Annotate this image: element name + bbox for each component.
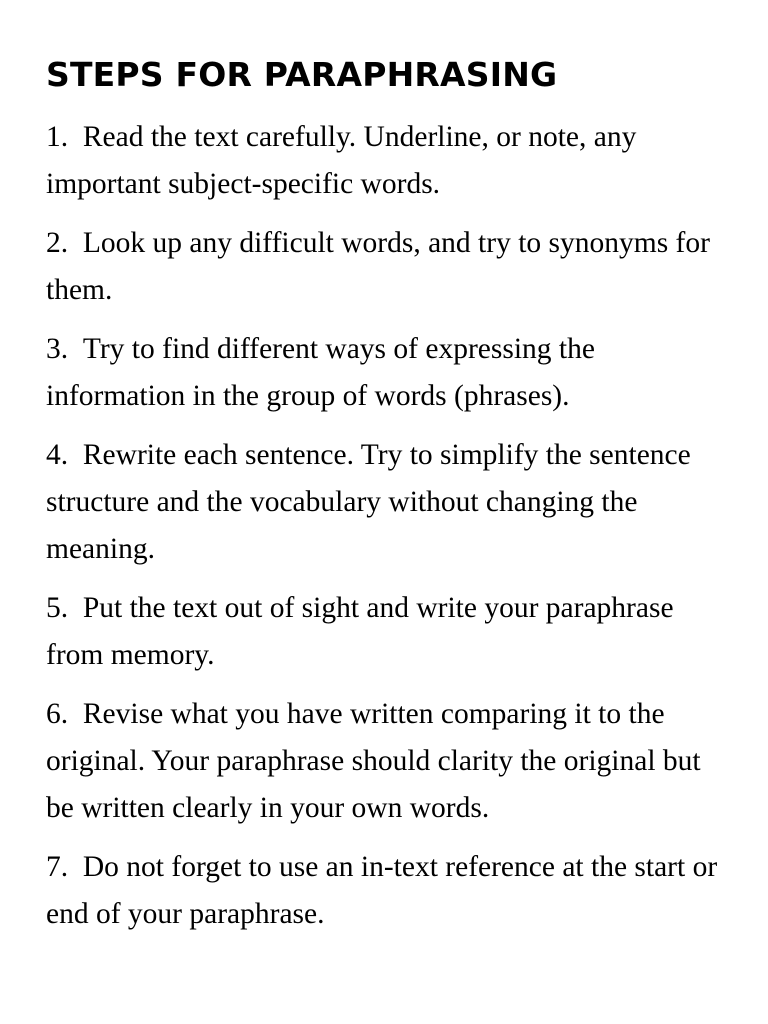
step-number: 5. <box>46 592 69 624</box>
step-5 <box>46 585 728 679</box>
step-3 <box>46 326 728 420</box>
step-number: 1. <box>46 121 69 153</box>
step-6 <box>46 691 728 832</box>
step-text: Look up any difficult words, and try to synonyms for them. <box>46 227 710 306</box>
page-title: STEPS FOR PARAPHRASING <box>46 55 558 94</box>
steps-list <box>46 114 728 938</box>
step-2 <box>46 220 728 314</box>
step-text: Revise what you have written comparing it to the original. Your paraphrase should clarity the original but be written clearly in your own words. <box>46 698 701 824</box>
step-4 <box>46 432 728 573</box>
step-number: 3. <box>46 333 69 365</box>
step-text: Try to find different ways of expressing the information in the group of words (phrases). <box>46 333 595 412</box>
step-1 <box>46 114 728 208</box>
step-7 <box>46 844 728 938</box>
step-text: Rewrite each sentence. Try to simplify the sentence structure and the vocabulary without changing the meaning. <box>46 439 691 565</box>
step-number: 7. <box>46 851 69 883</box>
step-text: Read the text carefully. Underline, or note, any important subject-specific words. <box>46 121 637 200</box>
step-number: 4. <box>46 439 69 471</box>
step-number: 6. <box>46 698 69 730</box>
step-text: Do not forget to use an in-text reference at the start or end of your paraphrase. <box>46 851 718 930</box>
step-number: 2. <box>46 227 69 259</box>
step-text: Put the text out of sight and write your paraphrase from memory. <box>46 592 674 671</box>
